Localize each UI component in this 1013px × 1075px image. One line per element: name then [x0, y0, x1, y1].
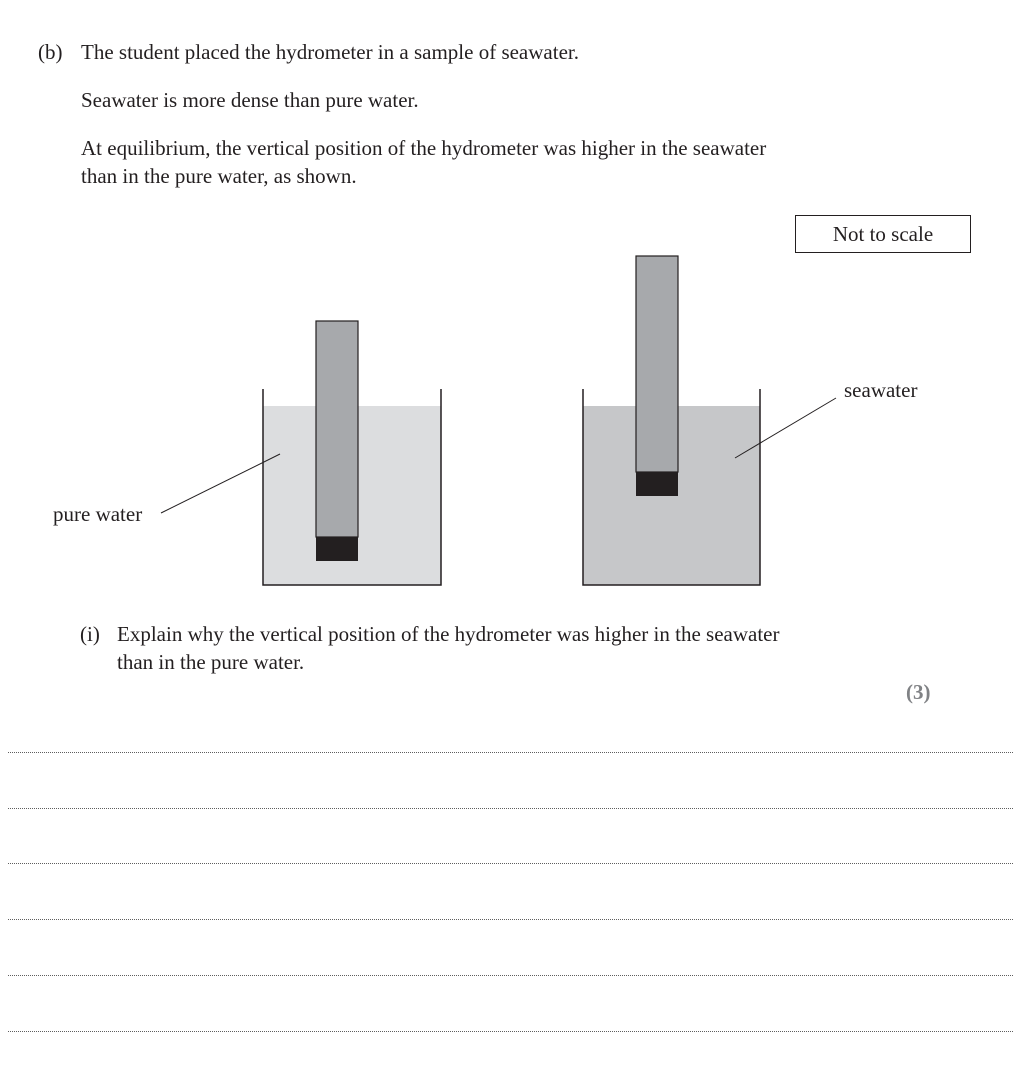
- marks-indicator: (3): [906, 680, 931, 704]
- question-paragraph-2: Seawater is more dense than pure water.: [81, 88, 419, 112]
- pure-water-label: pure water: [53, 502, 143, 526]
- seawater-hydrometer-body: [636, 256, 678, 472]
- question-paragraph-1: The student placed the hydrometer in a sample of seawater.: [81, 40, 579, 64]
- seawater-hydrometer-weight: [636, 472, 678, 496]
- not-to-scale-box: Not to scale: [795, 215, 971, 253]
- part-label: (b): [38, 40, 63, 64]
- pure-water-hydrometer-weight: [316, 537, 358, 561]
- answer-line[interactable]: [8, 919, 1013, 920]
- answer-line[interactable]: [8, 975, 1013, 976]
- answer-line[interactable]: [8, 752, 1013, 753]
- sub-question-text-line-2: than in the pure water.: [117, 650, 305, 674]
- sub-question-number: (i): [80, 622, 100, 646]
- sub-question-text-line-1: Explain why the vertical position of the hydrometer was higher in the seawater: [117, 622, 780, 646]
- pure-water-hydrometer-body: [316, 321, 358, 537]
- answer-line[interactable]: [8, 1031, 1013, 1032]
- answer-line[interactable]: [8, 808, 1013, 809]
- pure-water-leader-line: [161, 454, 280, 513]
- question-paragraph-3-line-2: than in the pure water, as shown.: [81, 164, 357, 188]
- question-paragraph-3-line-1: At equilibrium, the vertical position of the hydrometer was higher in the seawater: [81, 136, 767, 160]
- answer-line[interactable]: [8, 863, 1013, 864]
- seawater-label: seawater: [844, 378, 918, 402]
